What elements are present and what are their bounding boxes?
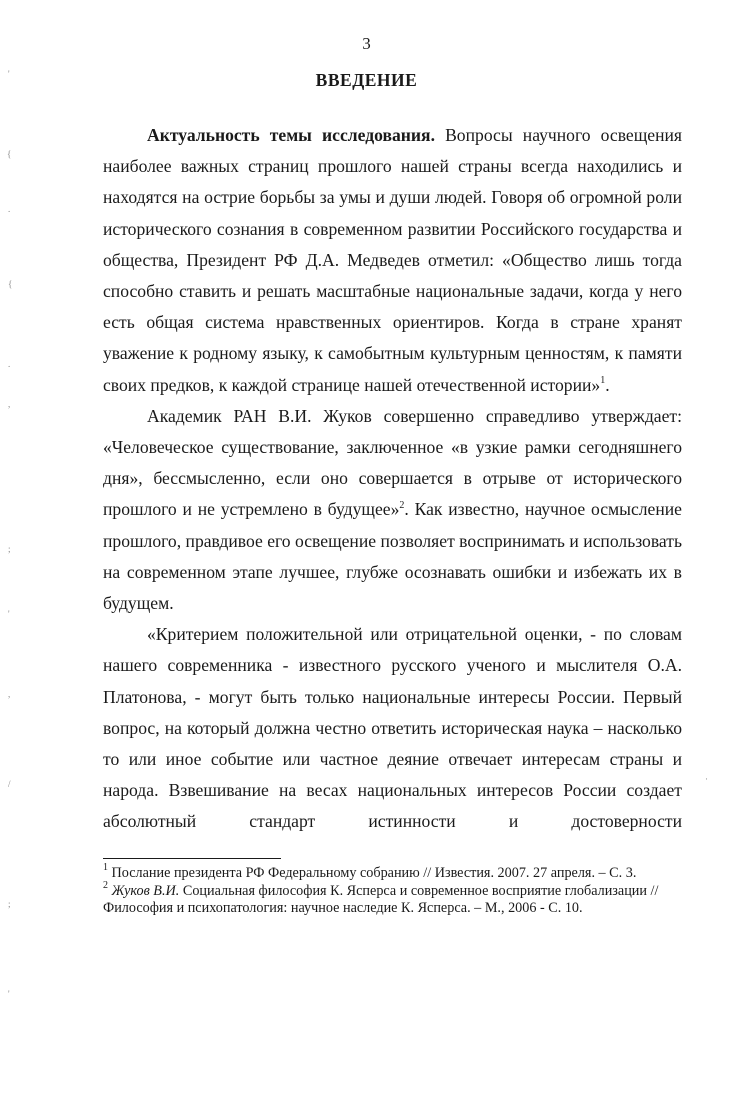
footnote-author: Жуков В.И. <box>108 882 180 899</box>
footnote-text: Социальная философия К. Ясперса и современное восприятие глобализации // Философия и психопатология: научное наследие К. Ясперса. – М., 2006 - С. 10. <box>103 882 659 916</box>
paragraph-text: Академик РАН В.И. Жуков совершенно справедливо утверждает: «Человеческое существование, заключенное «в узкие рамки сегодняшнего дня», бессмысленно, если оно совершается в отрыве от исторического прошлого и не устремлено в будущее» <box>103 405 682 520</box>
footnote-mark: 1 <box>103 862 108 874</box>
paragraph-platonov <box>103 619 682 837</box>
footnote-text: Послание президента РФ Федеральному собранию // Известия. 2007. 27 апреля. – С. 3. <box>108 865 637 881</box>
scan-speck: / <box>8 779 11 789</box>
page-title: ВВЕДЕНИЕ <box>315 70 418 90</box>
footnote-mark: 2 <box>103 879 108 891</box>
paragraph-tail: . <box>605 374 610 395</box>
scan-speck: { <box>7 149 12 159</box>
paragraph-relevance <box>103 120 682 401</box>
footnote-divider <box>103 858 281 859</box>
scan-speck: ' <box>8 69 10 79</box>
scan-speck: ' <box>8 989 10 999</box>
page-number: 3 <box>362 34 371 53</box>
scan-speck: { <box>8 279 13 289</box>
footnote-ref: 1 <box>600 374 606 386</box>
scan-speck: ; <box>8 899 11 909</box>
scan-speck: ; <box>8 544 11 554</box>
footnotes <box>103 862 683 918</box>
body-text <box>103 120 682 838</box>
scan-speck: , <box>8 689 11 699</box>
paragraph-lead: Актуальность темы исследования. <box>147 125 435 145</box>
scan-speck: . <box>8 204 11 214</box>
paragraph-tail: . Как известно, научное осмысление прошлого, правдивое его освещение позволяет воспринимать и использовать на современном этапе лучшее, глубже осознавать ошибки и избежать их в будущем. <box>103 499 682 614</box>
scan-speck: . <box>8 359 11 369</box>
scan-speck: ' <box>8 609 10 619</box>
paragraph-text: «Критерием положительной или отрицательной оценки, - по словам нашего современника - известного русского ученого и мыслителя О.А. Платонова, - могут быть только национальные интересы России. Первый вопрос, на который должна честно ответить историческая наука – насколько то или иное событие или частное деяние отвечает интересам страны и народа. Взвешивание на весах национальных интересов России создает абсолютный стандарт истинности и достоверности <box>103 624 682 832</box>
footnote-1 <box>103 862 683 883</box>
scan-speck: , <box>8 399 11 409</box>
footnote-ref: 2 <box>399 499 405 511</box>
scan-speck: · <box>705 774 708 784</box>
paragraph-zhukov <box>103 401 682 619</box>
paragraph-text: Вопросы научного освещения наиболее важных страниц прошлого нашей страны всегда находились и находятся на острие борьбы за умы и души людей. Говоря об огромной роли исторического сознания в современном развитии Российского государства и общества, Президент РФ Д.А. Медведев отметил: «Общество лишь тогда способно ставить и решать масштабные национальные задачи, когда у него есть общая система нравственных ориентиров. Когда в стране хранят уважение к родному языку, к самобытным культурным ценностям, к памяти своих предков, к каждой странице нашей отечественной истории» <box>103 125 682 395</box>
footnote-2 <box>103 879 683 918</box>
